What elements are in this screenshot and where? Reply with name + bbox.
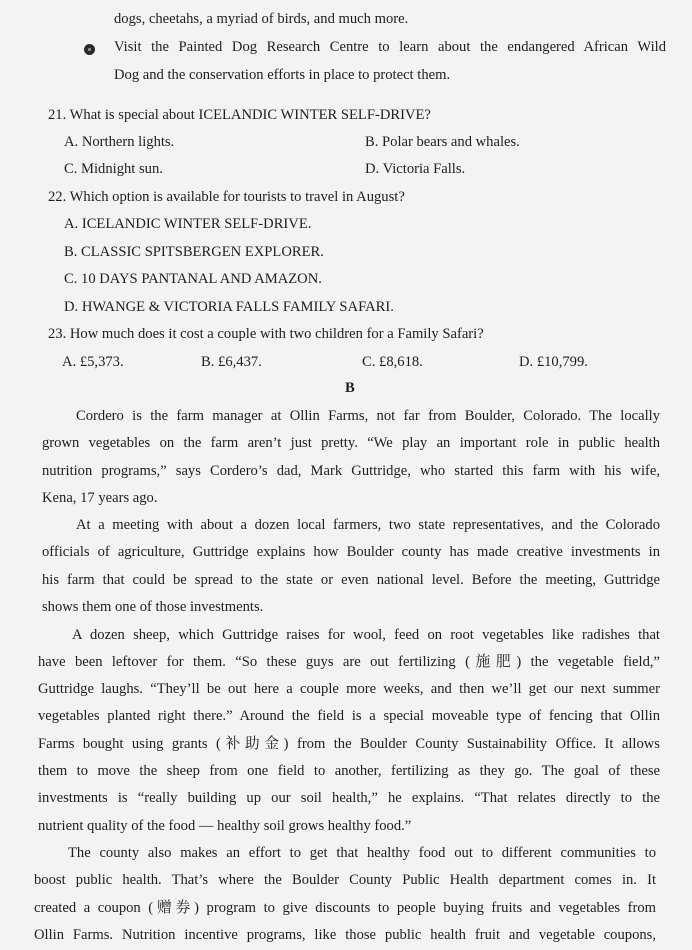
passage-a-line: dogs, cheetahs, a myriad of birds, and much more. xyxy=(114,11,409,27)
passage-b-line: them to move the sheep from one field to another, fertilizing as they go. The goal of these xyxy=(38,763,660,779)
question-23-option-b[interactable]: B. £6,437. xyxy=(201,354,262,370)
passage-b-line: grown vegetables on the farm aren’t just pretty. “We play an important role in public health xyxy=(42,435,660,451)
passage-a-bullet-line: Visit the Painted Dog Research Centre to learn about the endangered African Wild xyxy=(114,39,666,55)
question-22-option-d[interactable]: D. HWANGE & VICTORIA FALLS FAMILY SAFARI. xyxy=(64,299,394,315)
passage-b-line: officials of agriculture, Guttridge explains how Boulder county has made creative investments in xyxy=(42,544,660,560)
passage-a-bullet-line: Dog and the conservation efforts in place to protect them. xyxy=(114,67,451,83)
passage-b-line: Kena, 17 years ago. xyxy=(42,490,158,506)
passage-b-line: nutrient quality of the food — healthy soil grows healthy food.” xyxy=(38,818,412,834)
question-23-option-d[interactable]: D. £10,799. xyxy=(519,354,588,370)
passage-b-line: nutrition programs,” says Cordero’s dad, Mark Guttridge, who started this farm with his wife, xyxy=(42,463,660,479)
passage-b-line: boost public health. That’s where the Boulder County Public Health department comes in. It xyxy=(34,872,656,888)
question-22-stem: 22. Which option is available for tourists to travel in August? xyxy=(48,189,405,205)
passage-b-line: Guttridge laughs. “They’ll be out here a couple more weeks, and then we’ll get our next summer xyxy=(38,681,660,697)
question-22-option-c[interactable]: C. 10 DAYS PANTANAL AND AMAZON. xyxy=(64,271,322,287)
passage-b-line: Ollin Farms. Nutrition incentive programs, like those public health fruit and vegetable coupons, xyxy=(34,927,656,943)
question-21-option-d[interactable]: D. Victoria Falls. xyxy=(365,161,466,177)
passage-b-line: The county also makes an effort to get that healthy food out to different communities to xyxy=(68,845,656,861)
passage-b-line: shows them one of those investments. xyxy=(42,599,264,615)
question-21-option-a[interactable]: A. Northern lights. xyxy=(64,134,175,150)
passage-b-line: his farm that could be spread to the state or even national level. Before the meeting, Guttridge xyxy=(42,572,660,588)
question-23-stem: 23. How much does it cost a couple with two children for a Family Safari? xyxy=(48,326,484,342)
question-23-option-c[interactable]: C. £8,618. xyxy=(362,354,423,370)
question-21-option-c[interactable]: C. Midnight sun. xyxy=(64,161,163,177)
question-23-option-a[interactable]: A. £5,373. xyxy=(62,354,124,370)
question-21-option-b[interactable]: B. Polar bears and whales. xyxy=(365,134,520,150)
passage-b-line: Cordero is the farm manager at Ollin Farms, not far from Boulder, Colorado. The locally xyxy=(76,408,660,424)
passage-b-line: created a coupon (赠券) program to give discounts to people buying fruits and vegetables from xyxy=(34,900,656,916)
passage-b-line: Farms bought using grants (补助金) from the Boulder County Sustainability Office. It allows xyxy=(38,736,660,752)
passage-b-line: vegetables planted right there.” Around the field is a special moveable type of fencing that Ollin xyxy=(38,708,660,724)
question-21-stem: 21. What is special about ICELANDIC WINTER SELF-DRIVE? xyxy=(48,107,431,123)
passage-b-line: A dozen sheep, which Guttridge raises for wool, feed on root vegetables like radishes that xyxy=(72,627,660,643)
bullet-icon xyxy=(84,44,95,55)
section-b-heading: B xyxy=(345,380,355,396)
passage-b-line: At a meeting with about a dozen local farmers, two state representatives, and the Colorado xyxy=(76,517,660,533)
passage-b-line: investments is “really building up our soil health,” he explains. “That relates directly to the xyxy=(38,790,660,806)
question-22-option-a[interactable]: A. ICELANDIC WINTER SELF-DRIVE. xyxy=(64,216,312,232)
question-22-option-b[interactable]: B. CLASSIC SPITSBERGEN EXPLORER. xyxy=(64,244,324,260)
passage-b-line: have been leftover for them. “So these guys are out fertilizing (施肥) the vegetable field,” xyxy=(38,654,660,670)
